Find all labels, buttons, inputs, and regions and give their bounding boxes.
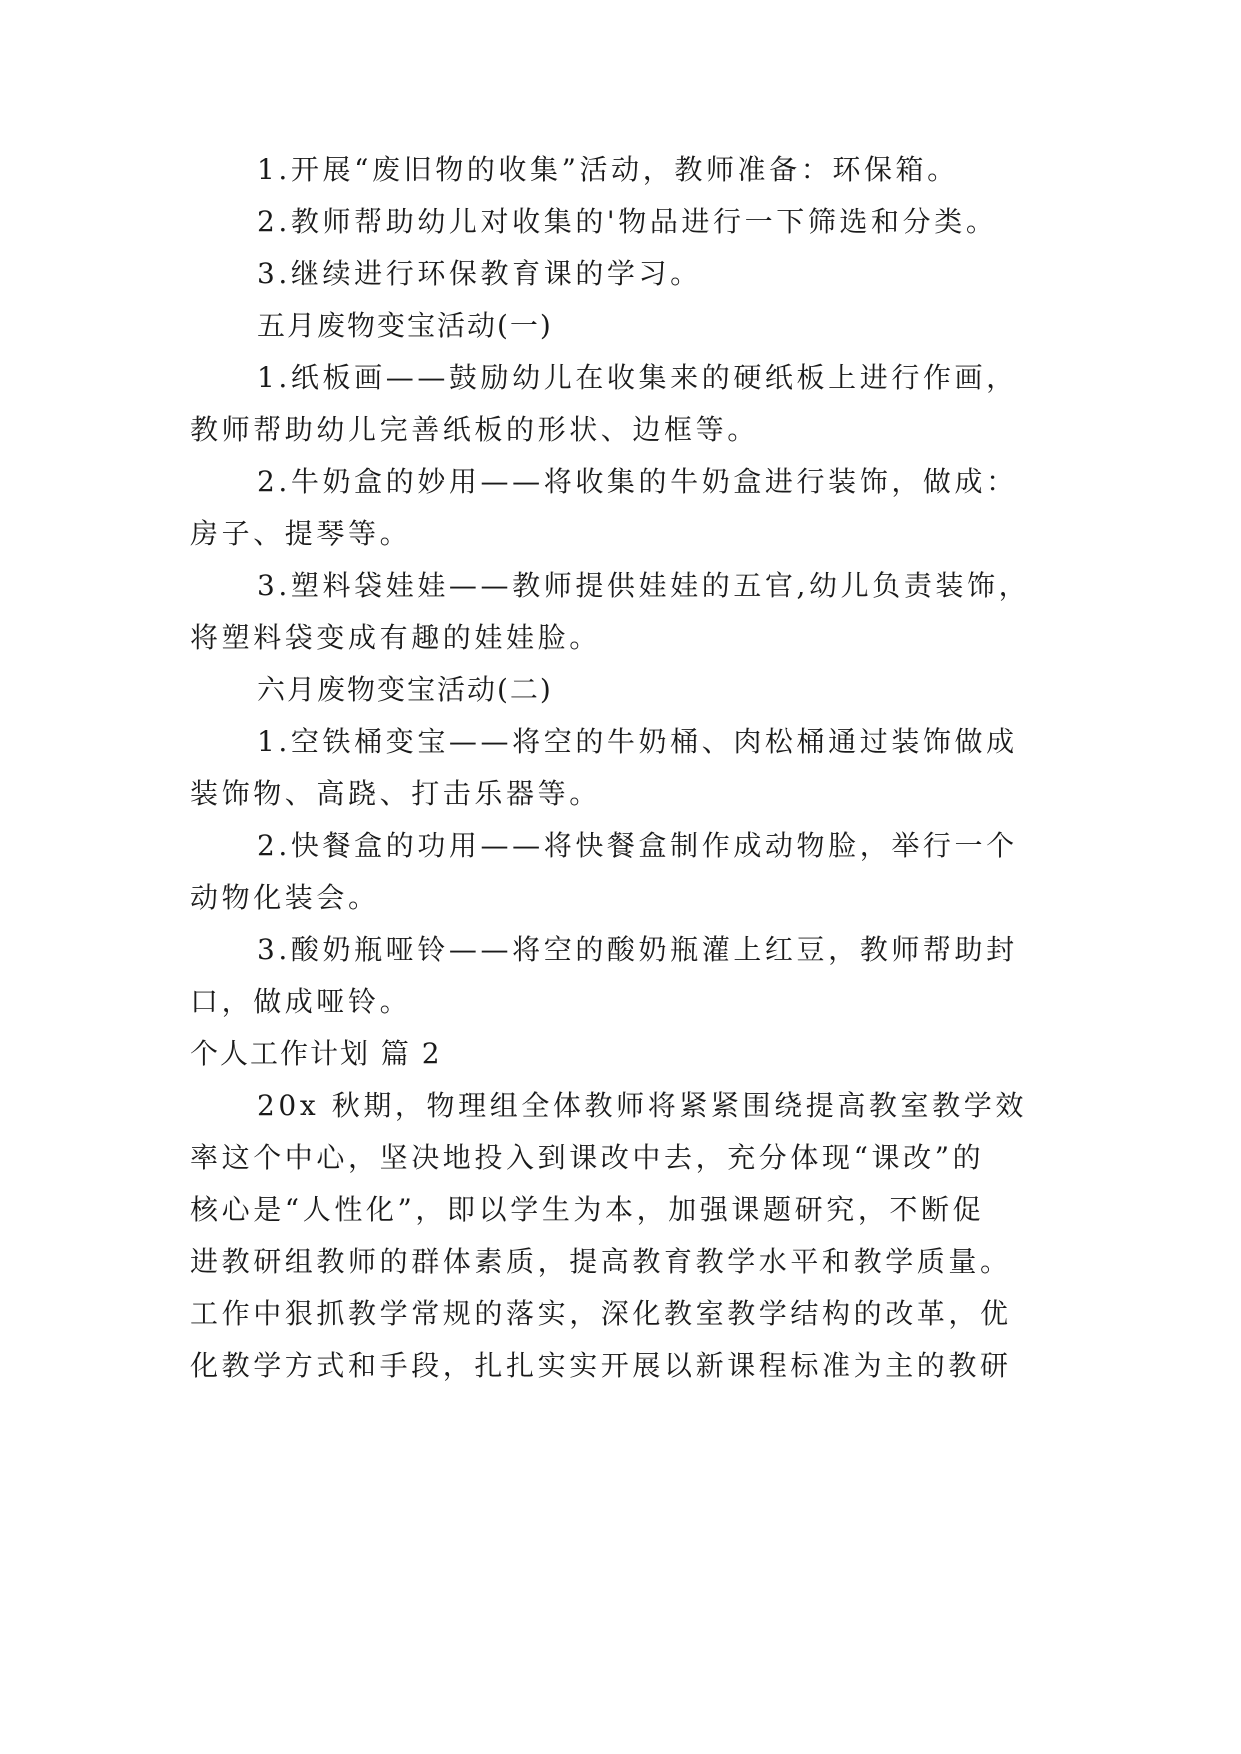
text-line: 口，做成哑铃。 [190,985,412,1018]
article-title: 个人工作计划 篇 2 [190,1037,442,1070]
text-line: 动物化装会。 [190,881,380,914]
section-heading: 五月废物变宝活动(一) [257,309,553,342]
text-line: 将塑料袋变成有趣的娃娃脸。 [190,621,601,654]
text-line: 1.纸板画——鼓励幼儿在收集来的硬纸板上进行作画， [257,361,1018,394]
text-line: 3.塑料袋娃娃——教师提供娃娃的五官,幼儿负责装饰， [257,569,1031,602]
text-line: 房子、提琴等。 [190,517,412,550]
text-line: 1.空铁桶变宝——将空的牛奶桶、肉松桶通过装饰做成 [257,725,1018,758]
text-line: 核心是“人性化”，即以学生为本，加强课题研究，不断促 [190,1193,985,1226]
text-line: 20x 秋期，物理组全体教师将紧紧围绕提高教室教学效 [257,1089,1027,1122]
text-line: 1.开展“废旧物的收集”活动，教师准备：环保箱。 [257,153,959,186]
text-line: 3.酸奶瓶哑铃——将空的酸奶瓶灌上红豆，教师帮助封 [257,933,1018,966]
text-line: 教师帮助幼儿完善纸板的形状、边框等。 [190,413,759,446]
text-line: 装饰物、高跷、打击乐器等。 [190,777,601,810]
text-line: 率这个中心，坚决地投入到课改中去，充分体现“课改”的 [190,1141,985,1174]
text-line: 2.牛奶盒的妙用——将收集的牛奶盒进行装饰，做成： [257,465,1018,498]
section-heading: 六月废物变宝活动(二) [257,673,553,706]
text-line: 3.继续进行环保教育课的学习。 [257,257,702,290]
text-line: 进教研组教师的群体素质，提高教育教学水平和教学质量。 [190,1245,1012,1278]
text-line: 工作中狠抓教学常规的落实，深化教室教学结构的改革，优 [190,1297,1012,1330]
text-line: 2.教师帮助幼儿对收集的'物品进行一下筛选和分类。 [257,205,998,238]
text-line: 2.快餐盒的功用——将快餐盒制作成动物脸，举行一个 [257,829,1018,862]
text-line: 化教学方式和手段，扎扎实实开展以新课程标准为主的教研 [190,1349,1012,1382]
